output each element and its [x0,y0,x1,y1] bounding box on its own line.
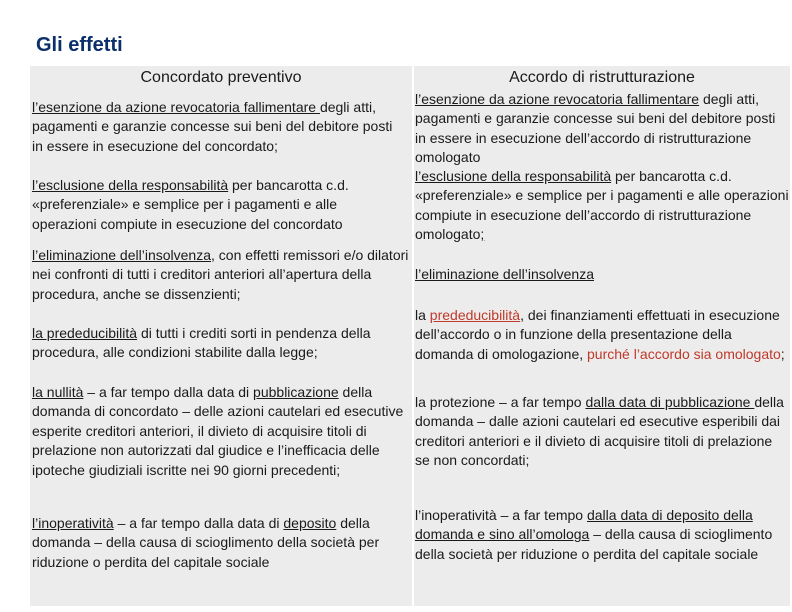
row-1-left [32,98,404,156]
cell-text-segment: di tutti i crediti sorti in pendenza della procedura, alle condizioni stabilite dalla legge; [32,325,371,361]
row-4-right [415,306,790,364]
row-6-right [415,506,790,564]
row-3-left [32,246,410,304]
cell-text-segment: degli atti, pagamenti e garanzie concesse sui beni del debitore posti in essere in esecuzione del concordato; [32,99,393,154]
cell-text-segment: dalla data di pubblicazione [585,394,755,410]
cell-text-segment: , con effetti remissori e/o dilatori nei confronti di tutti i creditori anteriori all’apertura della procedura, anche se dissenzienti; [32,247,409,302]
cell-text-segment: la protezione – a far tempo [415,394,586,410]
row-5-right [415,393,790,471]
cell-text-segment: deposito [283,515,337,531]
cell-text-segment: la nullità [32,384,84,400]
cell-text-segment: l’esenzione da azione revocatoria fallimentare [32,99,320,115]
cell-text-segment: ; [780,345,785,362]
row-5-left [32,383,410,480]
cell-text-segment: l’esenzione da azione revocatoria fallimentare [415,91,700,107]
cell-text-segment: – a far tempo dalla data di [83,384,254,400]
row-1-right [415,90,790,168]
cell-text-segment: la [415,307,430,323]
cell-text-segment: – a far tempo dalla data di [113,515,284,531]
row-3-right [415,265,790,284]
column-separator [412,66,414,606]
row-2-right [415,167,790,245]
cell-text-segment: per bancarotta c.d. «preferenziale» e semplice per i pagamenti e alle operazioni compiute in esecuzione dell’accordo di ristrutturazione omologato [415,168,789,243]
cell-text-segment: dalla data di deposito della domanda e sino all’omologa [415,507,753,543]
header-accordo: Accordo di ristrutturazione [509,69,695,86]
cell-text-segment: della domanda – della causa di scioglimento della società per riduzione o perdita del capitale sociale [32,515,380,570]
comparison-table [30,66,790,606]
page-title: Gli effetti [36,34,123,56]
cell-text-segment: per bancarotta c.d. «preferenziale» e semplice per i pagamenti e alle operazioni compiute in esecuzione del concordato [32,177,349,232]
cell-text-segment: , dei finanziamenti effettuati in esecuzione dell’accordo o in funzione della presentazione della domanda di omologazione, [415,307,780,362]
row-6-left [32,514,404,572]
row-4-left [32,324,404,363]
cell-text-segment: l’esclusione della responsabilità [415,168,612,184]
cell-text-segment: prededucibilità [429,307,521,323]
cell-text-segment: purché l’accordo sia omologato [587,345,781,362]
cell-text-segment: l’eliminazione dell’insolvenza [415,266,594,282]
cell-text-segment: della domanda di concordato – delle azioni cautelari ed esecutive esperite creditori anteriori, il divieto di acquisire titoli di prelazione non autorizzati dal giudice e l’inefficacia delle ipoteche giudiziali iscritte nei 90 giorni precedenti; [32,384,404,478]
cell-text-segment: l’inoperatività – a far tempo [415,507,587,523]
cell-text-segment: pubblicazione [253,384,339,400]
cell-text-segment: l’eliminazione dell’insolvenza [32,247,211,263]
row-2-left [32,176,404,234]
cell-text-segment: della domanda – dalle azioni cautelari ed esecutive esperibili dai creditori anteriori e il divieto di acquisire titoli di prelazione se non concordati; [415,394,784,469]
cell-text-segment: la prededucibilità [32,325,138,341]
cell-text-segment: – della causa di scioglimento della società per riduzione o perdita del capitale sociale [415,526,773,562]
cell-text-segment: ; [480,226,485,243]
cell-text-segment: degli atti, pagamenti e garanzie concesse sui beni del debitore posti in essere in esecuzione dell’accordo di ristrutturazione omologato [415,91,776,166]
cell-text-segment: l’inoperatività [32,515,114,531]
header-concordato: Concordato preventivo [140,69,302,86]
cell-text-segment: l’esclusione della responsabilità [32,177,229,193]
